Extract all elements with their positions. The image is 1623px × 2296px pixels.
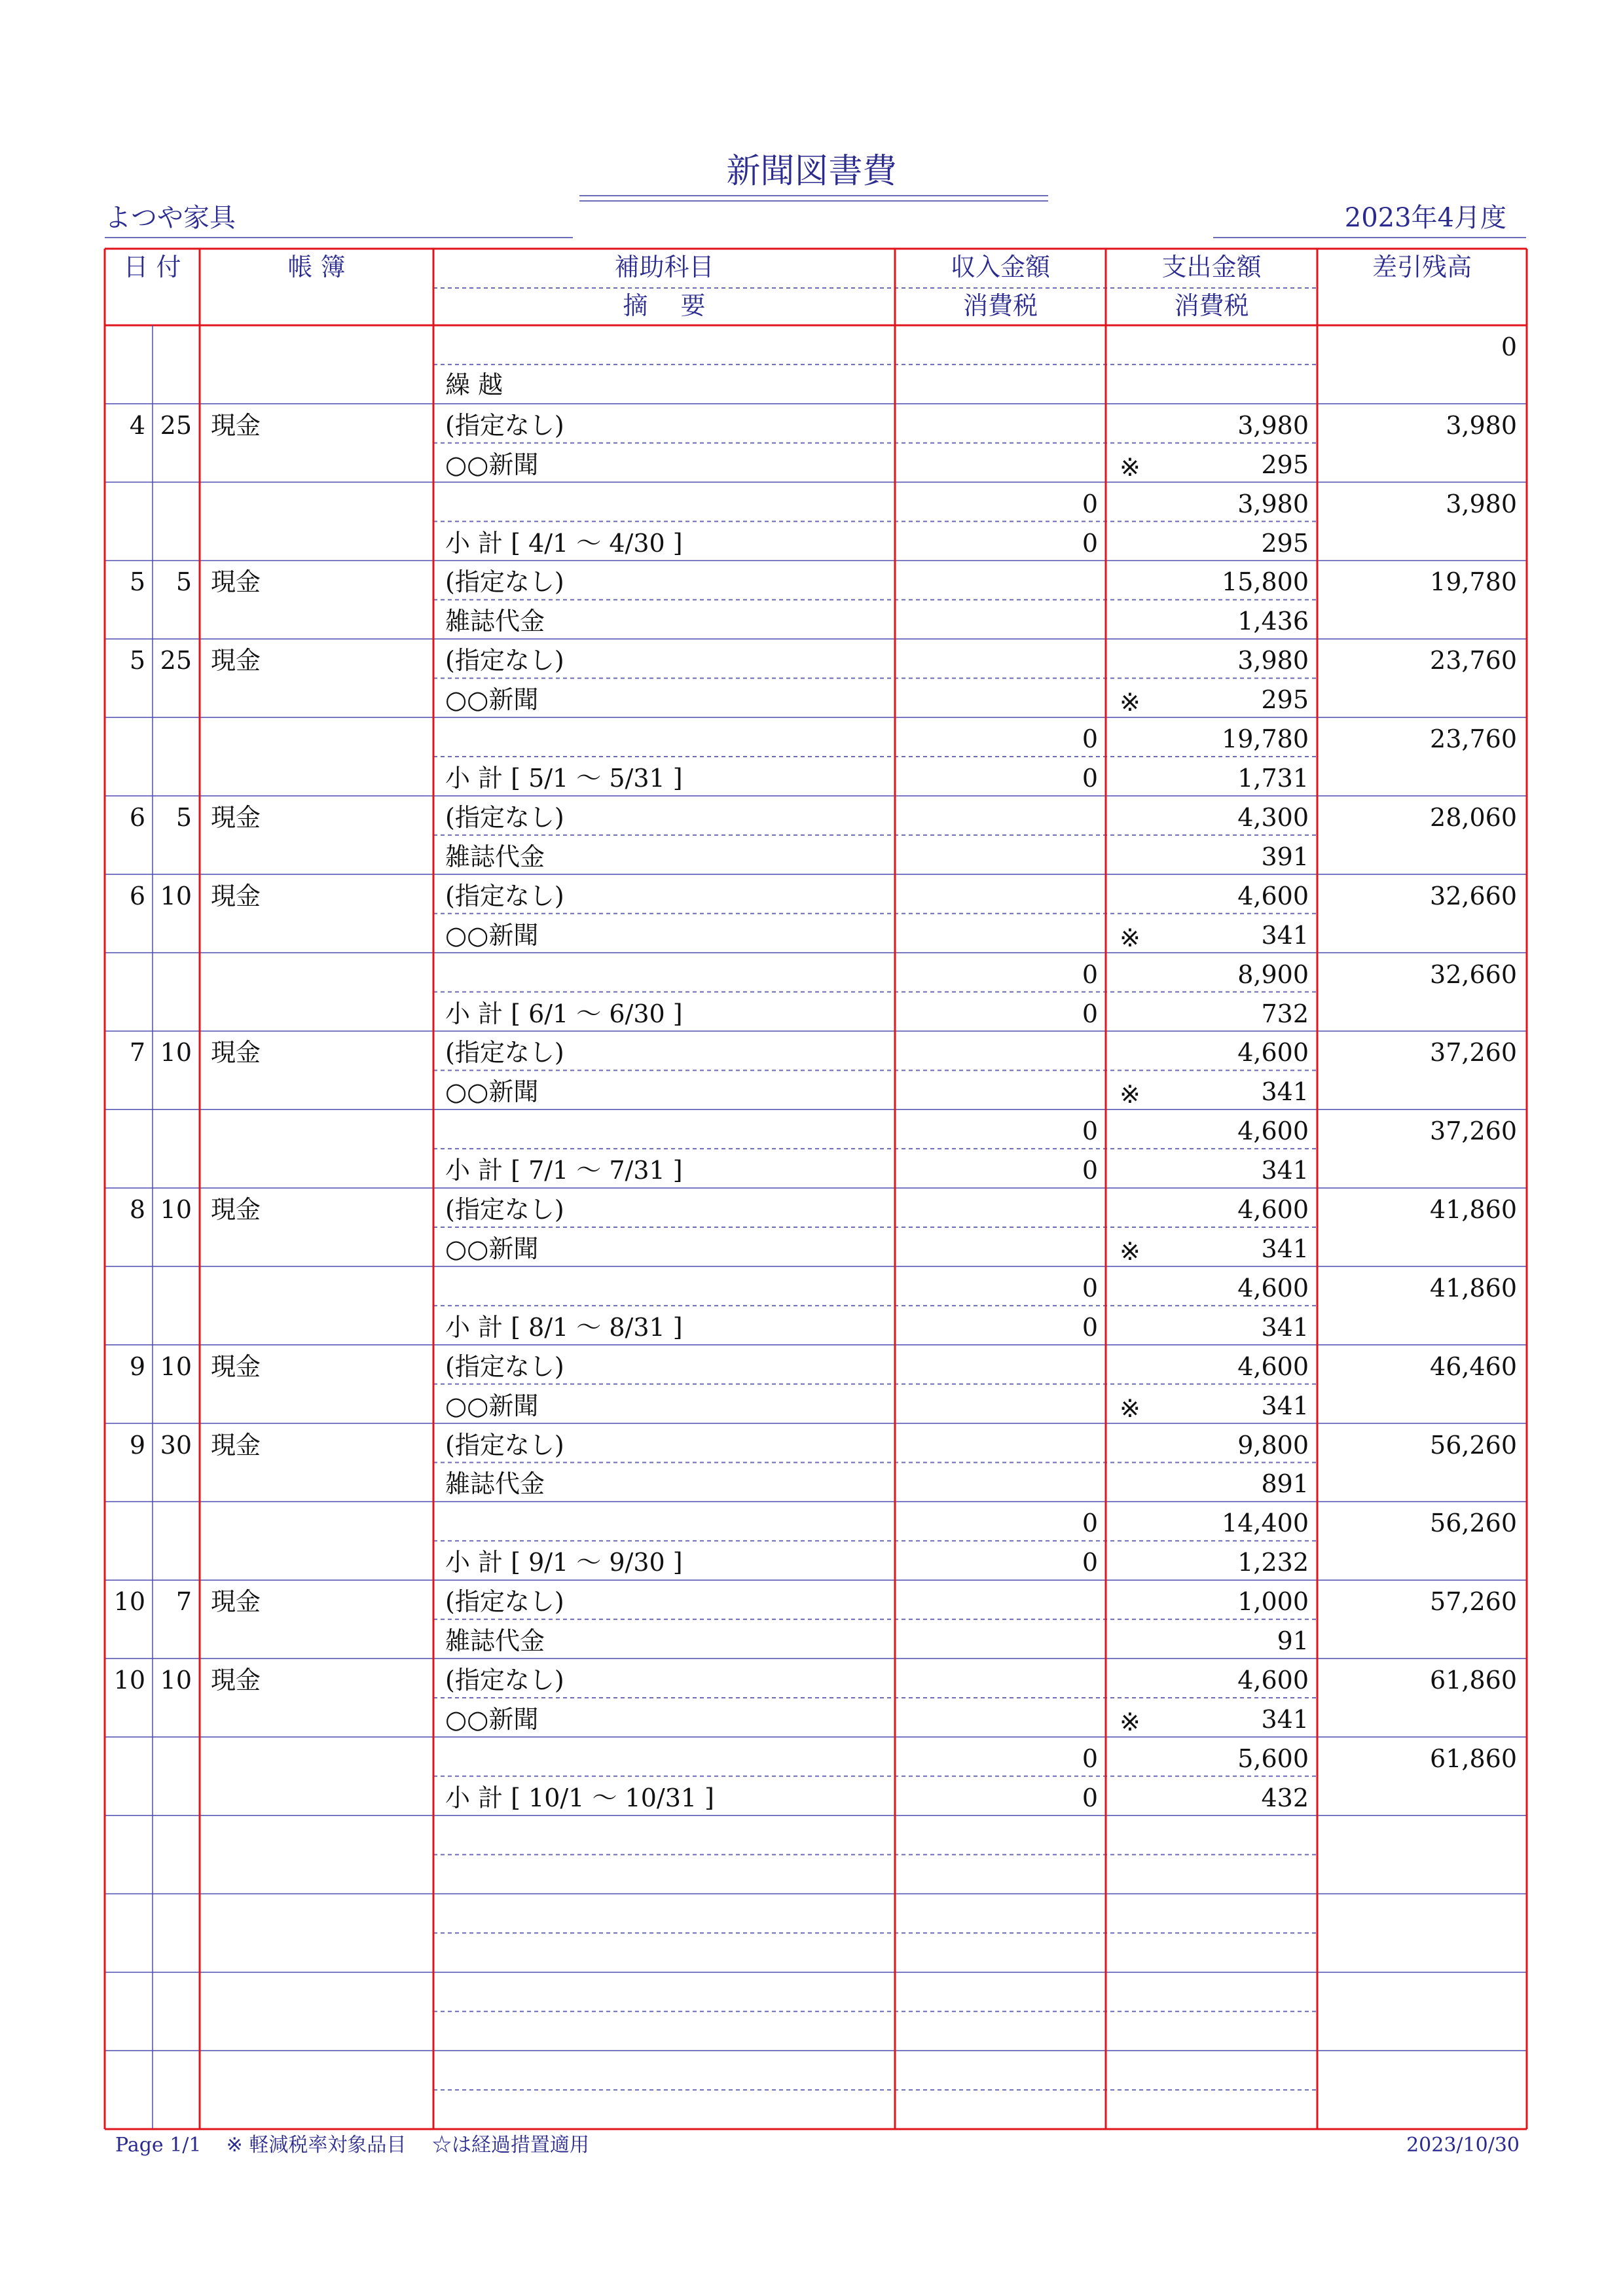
entry-sub-account: (指定なし) xyxy=(445,1430,564,1460)
entry-memo: ○○新聞 xyxy=(445,920,539,950)
entry-sub-account: (指定なし) xyxy=(445,881,564,910)
entry-book: 現金 xyxy=(211,567,261,597)
subtotal-balance: 61,860 xyxy=(1430,1744,1517,1773)
entry-book: 現金 xyxy=(211,410,261,440)
subtotal-income: 0 xyxy=(1082,1117,1098,1146)
subtotal-balance: 3,980 xyxy=(1446,489,1517,518)
entry-day: 5 xyxy=(175,802,192,832)
entry-balance: 61,860 xyxy=(1430,1666,1517,1695)
subtotal-income-tax: 0 xyxy=(1082,764,1098,793)
carry-forward-balance: 0 xyxy=(1501,332,1517,361)
entry-memo: ○○新聞 xyxy=(445,685,539,715)
entry-month: 9 xyxy=(129,1430,145,1460)
entry-memo: 雑誌代金 xyxy=(445,607,545,636)
subtotal-income-tax: 0 xyxy=(1082,1156,1098,1185)
entry-expense-tax: 391 xyxy=(1261,842,1309,871)
entry-expense-tax: 891 xyxy=(1261,1469,1309,1499)
footer-left xyxy=(115,2132,589,2159)
subtotal-income: 0 xyxy=(1082,489,1098,518)
entry-balance: 3,980 xyxy=(1446,410,1517,440)
subtotal-label: 小 計 [ 6/1 ～ 6/30 ] xyxy=(445,999,683,1028)
header-income: 収入金額 xyxy=(950,253,1050,281)
entry-balance: 28,060 xyxy=(1430,802,1517,832)
print-date: 2023/10/30 xyxy=(1406,2134,1520,2157)
entry-month: 9 xyxy=(129,1352,145,1381)
subtotal-expense-tax: 432 xyxy=(1261,1783,1309,1812)
entry-expense-tax: 91 xyxy=(1277,1626,1309,1656)
entry-balance: 46,460 xyxy=(1430,1352,1517,1381)
entry-book: 現金 xyxy=(211,1038,261,1067)
entry-expense: 15,800 xyxy=(1222,567,1309,597)
entry-expense-tax: 1,436 xyxy=(1237,607,1309,636)
subtotal-expense-tax: 1,731 xyxy=(1237,764,1309,793)
entry-month: 10 xyxy=(113,1587,145,1617)
subtotal-balance: 56,260 xyxy=(1430,1509,1517,1538)
entry-expense-tax: 341 xyxy=(1261,1234,1309,1263)
tax-note: ※ 軽減税率対象品目 ☆は経過措置適用 xyxy=(226,2134,589,2157)
entry-book: 現金 xyxy=(211,1587,261,1617)
entry-memo: ○○新聞 xyxy=(445,1234,539,1263)
entry-expense: 9,800 xyxy=(1237,1430,1309,1460)
subtotal-income: 0 xyxy=(1082,1744,1098,1773)
entry-book: 現金 xyxy=(211,646,261,675)
entry-month: 6 xyxy=(129,881,145,910)
entry-expense-tax: 341 xyxy=(1261,920,1309,950)
fiscal-period: 2023年4月度 xyxy=(1344,203,1506,233)
entry-day: 5 xyxy=(175,567,192,597)
entry-expense: 4,600 xyxy=(1237,1352,1309,1381)
entry-expense: 4,600 xyxy=(1237,1666,1309,1695)
entry-memo: 雑誌代金 xyxy=(445,1469,545,1499)
entry-memo: 雑誌代金 xyxy=(445,842,545,871)
entry-sub-account: (指定なし) xyxy=(445,802,564,832)
entry-sub-account: (指定なし) xyxy=(445,1666,564,1695)
subtotal-label: 小 計 [ 4/1 ～ 4/30 ] xyxy=(445,528,683,558)
entry-memo: ○○新聞 xyxy=(445,1391,539,1420)
entry-balance: 37,260 xyxy=(1430,1038,1517,1067)
subtotal-expense: 4,600 xyxy=(1237,1273,1309,1302)
entry-memo: ○○新聞 xyxy=(445,450,539,479)
entry-expense-tax: 295 xyxy=(1261,685,1309,715)
entry-expense: 4,600 xyxy=(1237,881,1309,910)
entry-day: 10 xyxy=(160,1352,192,1381)
reduced-tax-mark: ※ xyxy=(1120,452,1140,482)
entry-balance: 32,660 xyxy=(1430,881,1517,910)
entry-sub-account: (指定なし) xyxy=(445,410,564,440)
reduced-tax-mark: ※ xyxy=(1120,1393,1140,1423)
subtotal-expense-tax: 732 xyxy=(1261,999,1309,1028)
subtotal-label: 小 計 [ 10/1 ～ 10/31 ] xyxy=(445,1783,714,1812)
entry-expense: 3,980 xyxy=(1237,646,1309,675)
subtotal-expense-tax: 295 xyxy=(1261,528,1309,558)
entry-sub-account: (指定なし) xyxy=(445,646,564,675)
reduced-tax-mark: ※ xyxy=(1120,1080,1140,1109)
entry-month: 6 xyxy=(129,802,145,832)
entry-month: 10 xyxy=(113,1666,145,1695)
carry-forward-label: 繰 越 xyxy=(445,370,503,399)
entry-balance: 41,860 xyxy=(1430,1195,1517,1225)
entry-memo: 雑誌代金 xyxy=(445,1626,545,1656)
page-title: 新聞図書費 xyxy=(726,152,897,191)
reduced-tax-mark: ※ xyxy=(1120,688,1140,717)
entry-day: 7 xyxy=(175,1587,192,1617)
company-name: よつや家具 xyxy=(105,203,236,233)
reduced-tax-mark: ※ xyxy=(1120,923,1140,952)
entry-balance: 56,260 xyxy=(1430,1430,1517,1460)
entry-day: 25 xyxy=(160,646,192,675)
subtotal-label: 小 計 [ 9/1 ～ 9/30 ] xyxy=(445,1548,683,1577)
header-expense: 支出金額 xyxy=(1161,253,1262,281)
entry-day: 25 xyxy=(160,410,192,440)
entry-memo: ○○新聞 xyxy=(445,1077,539,1107)
entry-book: 現金 xyxy=(211,1195,261,1225)
entry-expense-tax: 341 xyxy=(1261,1391,1309,1420)
subtotal-income: 0 xyxy=(1082,1509,1098,1538)
subtotal-income-tax: 0 xyxy=(1082,1548,1098,1577)
entry-memo: ○○新聞 xyxy=(445,1704,539,1734)
entry-month: 5 xyxy=(129,567,145,597)
subtotal-expense-tax: 1,232 xyxy=(1237,1548,1309,1577)
page-number: Page 1/1 xyxy=(115,2134,202,2157)
entry-book: 現金 xyxy=(211,802,261,832)
entry-month: 4 xyxy=(129,410,145,440)
header-date: 日 付 xyxy=(123,253,181,281)
subtotal-expense: 4,600 xyxy=(1237,1117,1309,1146)
entry-day: 10 xyxy=(160,1038,192,1067)
subtotal-expense: 14,400 xyxy=(1222,1509,1309,1538)
header-balance: 差引残高 xyxy=(1372,253,1472,281)
subtotal-expense: 8,900 xyxy=(1237,960,1309,989)
subtotal-income-tax: 0 xyxy=(1082,528,1098,558)
subtotal-income: 0 xyxy=(1082,725,1098,754)
entry-book: 現金 xyxy=(211,1430,261,1460)
entry-day: 30 xyxy=(160,1430,192,1460)
entry-balance: 19,780 xyxy=(1430,567,1517,597)
subtotal-income: 0 xyxy=(1082,960,1098,989)
subtotal-expense: 5,600 xyxy=(1237,1744,1309,1773)
subtotal-balance: 37,260 xyxy=(1430,1117,1517,1146)
entry-month: 7 xyxy=(129,1038,145,1067)
entry-balance: 23,760 xyxy=(1430,646,1517,675)
entry-expense: 4,600 xyxy=(1237,1038,1309,1067)
entry-month: 8 xyxy=(129,1195,145,1225)
entry-month: 5 xyxy=(129,646,145,675)
header-book: 帳 簿 xyxy=(287,253,346,281)
subtotal-income-tax: 0 xyxy=(1082,1312,1098,1342)
entry-day: 10 xyxy=(160,1666,192,1695)
entry-sub-account: (指定なし) xyxy=(445,567,564,597)
entry-expense-tax: 341 xyxy=(1261,1704,1309,1734)
subtotal-expense-tax: 341 xyxy=(1261,1156,1309,1185)
entry-sub-account: (指定なし) xyxy=(445,1587,564,1617)
entry-book: 現金 xyxy=(211,1666,261,1695)
header-expense-tax: 消費税 xyxy=(1174,291,1249,320)
reduced-tax-mark: ※ xyxy=(1120,1237,1140,1266)
subtotal-expense: 3,980 xyxy=(1237,489,1309,518)
entry-book: 現金 xyxy=(211,1352,261,1381)
header-sub-account: 補助科目 xyxy=(614,253,714,281)
entry-expense-tax: 295 xyxy=(1261,450,1309,479)
subtotal-balance: 41,860 xyxy=(1430,1273,1517,1302)
subtotal-income-tax: 0 xyxy=(1082,1783,1098,1812)
entry-balance: 57,260 xyxy=(1430,1587,1517,1617)
subtotal-label: 小 計 [ 5/1 ～ 5/31 ] xyxy=(445,764,683,793)
reduced-tax-mark: ※ xyxy=(1120,1707,1140,1736)
entry-sub-account: (指定なし) xyxy=(445,1352,564,1381)
entry-expense: 4,600 xyxy=(1237,1195,1309,1225)
entry-sub-account: (指定なし) xyxy=(445,1195,564,1225)
entry-day: 10 xyxy=(160,1195,192,1225)
header-income-tax: 消費税 xyxy=(962,291,1038,320)
subtotal-income: 0 xyxy=(1082,1273,1098,1302)
entry-sub-account: (指定なし) xyxy=(445,1038,564,1067)
subtotal-expense: 19,780 xyxy=(1222,725,1309,754)
entry-expense: 4,300 xyxy=(1237,802,1309,832)
entry-expense-tax: 341 xyxy=(1261,1077,1309,1107)
subtotal-label: 小 計 [ 8/1 ～ 8/31 ] xyxy=(445,1312,683,1342)
subtotal-label: 小 計 [ 7/1 ～ 7/31 ] xyxy=(445,1156,683,1185)
header-memo: 摘 要 xyxy=(623,291,706,320)
entry-book: 現金 xyxy=(211,881,261,910)
subtotal-balance: 23,760 xyxy=(1430,725,1517,754)
subtotal-income-tax: 0 xyxy=(1082,999,1098,1028)
entry-expense: 3,980 xyxy=(1237,410,1309,440)
subtotal-balance: 32,660 xyxy=(1430,960,1517,989)
entry-expense: 1,000 xyxy=(1237,1587,1309,1617)
entry-day: 10 xyxy=(160,881,192,910)
subtotal-expense-tax: 341 xyxy=(1261,1312,1309,1342)
